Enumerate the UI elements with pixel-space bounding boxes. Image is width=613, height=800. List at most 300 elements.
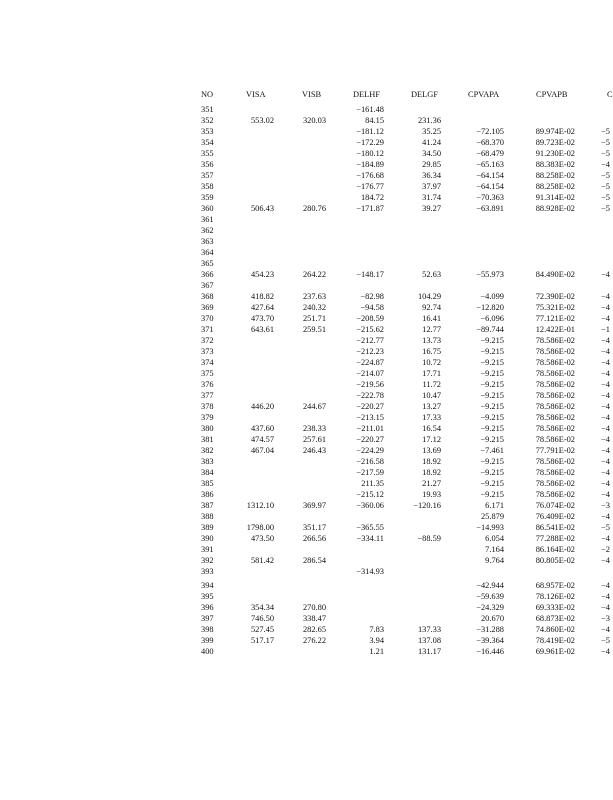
cell-c: −2	[601, 545, 610, 554]
cell-delhf: −224.29	[356, 446, 384, 455]
cell-delhf: −176.68	[356, 171, 384, 180]
cell-cpvapa: −9.215	[480, 435, 504, 444]
cell-delgf: 13.73	[422, 336, 441, 345]
cell-c: −5	[601, 171, 610, 180]
cell-c: −5	[601, 636, 610, 645]
cell-no: 358	[201, 182, 214, 191]
cell-cpvapb: 69.961E-02	[535, 647, 575, 656]
cell-cpvapa: −72.105	[476, 127, 504, 136]
cell-cpvapa: −9.215	[480, 347, 504, 356]
cell-cpvapa: −70.363	[476, 193, 504, 202]
table-row	[0, 423, 612, 434]
cell-no: 354	[201, 138, 214, 147]
cell-delgf: 29.85	[422, 160, 441, 169]
cell-delhf: 7.83	[369, 625, 384, 634]
cell-visa: 527.45	[250, 625, 274, 634]
cell-visb: 351.17	[302, 523, 326, 532]
cell-cpvapa: −16.446	[476, 647, 504, 656]
cell-no: 376	[201, 380, 214, 389]
cell-cpvapa: −64.154	[476, 171, 504, 180]
cell-delgf: 31.74	[422, 193, 441, 202]
cell-cpvapa: −9.215	[480, 457, 504, 466]
cell-delgf: 131.17	[417, 647, 441, 656]
table-row	[0, 379, 612, 390]
cell-visa: 474.57	[250, 435, 274, 444]
cell-delhf: −94.58	[360, 303, 384, 312]
table-row	[0, 635, 612, 646]
cell-cpvapa: −39.364	[476, 636, 504, 645]
cell-delgf: 19.93	[422, 490, 441, 499]
cell-cpvapb: 78.586E-02	[535, 336, 575, 345]
cell-no: 374	[201, 358, 214, 367]
cell-delgf: 18.92	[422, 468, 441, 477]
cell-cpvapb: 78.586E-02	[535, 490, 575, 499]
cell-visb: 244.67	[302, 402, 326, 411]
table-row	[0, 412, 612, 423]
cell-cpvapb: 72.390E-02	[535, 292, 575, 301]
table-row	[0, 357, 612, 368]
cell-no: 366	[201, 270, 214, 279]
cell-cpvapa: −9.215	[480, 490, 504, 499]
cell-c: −4	[601, 625, 610, 634]
table-row	[0, 302, 612, 313]
cell-delhf: −184.89	[356, 160, 384, 169]
cell-c: −4	[601, 479, 610, 488]
cell-delhf: −214.07	[356, 369, 384, 378]
cell-c: −4	[601, 292, 610, 301]
cell-cpvapa: −9.215	[480, 413, 504, 422]
cell-cpvapb: 77.121E-02	[535, 314, 575, 323]
table-row	[0, 522, 612, 533]
cell-visb: 282.65	[302, 625, 326, 634]
cell-no: 359	[201, 193, 214, 202]
cell-visa: 467.04	[250, 446, 274, 455]
cell-cpvapb: 89.974E-02	[535, 127, 575, 136]
cell-no: 381	[201, 435, 214, 444]
table-row	[0, 214, 612, 225]
column-header-cpvapa: CPVAPA	[468, 90, 500, 99]
cell-cpvapb: 68.957E-02	[535, 581, 575, 590]
cell-visa: 473.70	[250, 314, 274, 323]
cell-no: 356	[201, 160, 214, 169]
table-row	[0, 401, 612, 412]
cell-cpvapb: 12.422E-01	[535, 325, 575, 334]
cell-c: −4	[601, 512, 610, 521]
cell-no: 352	[201, 116, 214, 125]
cell-c: −4	[601, 581, 610, 590]
column-header-c: C	[607, 90, 613, 99]
table-row	[0, 104, 612, 115]
cell-visa: 643.61	[250, 325, 274, 334]
cell-cpvapa: −24.329	[476, 603, 504, 612]
cell-cpvapa: −9.215	[480, 479, 504, 488]
cell-visb: 257.61	[302, 435, 326, 444]
column-header-visa: VISA	[246, 90, 266, 99]
cell-cpvapb: 86.164E-02	[535, 545, 575, 554]
table-row	[0, 115, 612, 126]
cell-cpvapb: 78.586E-02	[535, 468, 575, 477]
cell-delhf: −219.56	[356, 380, 384, 389]
cell-delhf: −365.55	[356, 523, 384, 532]
cell-cpvapa: −4.099	[480, 292, 504, 301]
cell-cpvapa: −31.288	[476, 625, 504, 634]
cell-delhf: −171.87	[356, 204, 384, 213]
cell-c: −4	[601, 647, 610, 656]
cell-delhf: 84.15	[365, 116, 384, 125]
cell-cpvapa: −68.479	[476, 149, 504, 158]
cell-c: −4	[601, 457, 610, 466]
cell-c: −4	[601, 270, 610, 279]
cell-c: −4	[601, 534, 610, 543]
cell-cpvapa: −63.891	[476, 204, 504, 213]
cell-delhf: −220.27	[356, 435, 384, 444]
cell-no: 360	[201, 204, 214, 213]
cell-no: 398	[201, 625, 214, 634]
cell-delhf: 211.35	[361, 479, 384, 488]
table-row	[0, 646, 612, 657]
table-row	[0, 456, 612, 467]
cell-delgf: 37.97	[422, 182, 441, 191]
cell-no: 391	[201, 545, 214, 554]
cell-c: −5	[601, 193, 610, 202]
cell-delhf: −217.59	[356, 468, 384, 477]
cell-cpvapb: 88.258E-02	[535, 182, 575, 191]
table-row	[0, 170, 612, 181]
cell-c: −4	[601, 413, 610, 422]
cell-visa: 418.82	[250, 292, 274, 301]
cell-visa: 454.23	[250, 270, 274, 279]
table-row	[0, 368, 612, 379]
table-row	[0, 148, 612, 159]
table-row	[0, 192, 612, 203]
cell-cpvapb: 88.383E-02	[535, 160, 575, 169]
cell-cpvapa: 7.164	[485, 545, 504, 554]
table-row	[0, 566, 612, 577]
cell-visb: 240.32	[302, 303, 326, 312]
cell-c: −1	[601, 325, 610, 334]
cell-delgf: −120.16	[413, 501, 441, 510]
cell-visb: 369.97	[302, 501, 326, 510]
table-row	[0, 500, 612, 511]
cell-no: 368	[201, 292, 214, 301]
cell-cpvapa: −59.639	[476, 592, 504, 601]
cell-cpvapa: −64.154	[476, 182, 504, 191]
cell-delhf: −181.12	[356, 127, 384, 136]
table-row	[0, 181, 612, 192]
table-row	[0, 511, 612, 522]
table-row	[0, 335, 612, 346]
table-row	[0, 478, 612, 489]
cell-no: 357	[201, 171, 214, 180]
cell-c: −4	[601, 336, 610, 345]
cell-cpvapa: −9.215	[480, 468, 504, 477]
table-row	[0, 445, 612, 456]
cell-visb: 251.71	[302, 314, 326, 323]
cell-delgf: 104.29	[417, 292, 441, 301]
cell-visa: 1798.00	[246, 523, 274, 532]
cell-cpvapa: −9.215	[480, 369, 504, 378]
cell-delhf: −224.87	[356, 358, 384, 367]
cell-no: 393	[201, 567, 214, 576]
table-row	[0, 137, 612, 148]
cell-cpvapa: −9.215	[480, 402, 504, 411]
column-header-visb: VISB	[302, 90, 322, 99]
cell-cpvapb: 76.074E-02	[535, 501, 575, 510]
table-row	[0, 346, 612, 357]
cell-no: 369	[201, 303, 214, 312]
cell-delhf: −360.06	[356, 501, 384, 510]
cell-cpvapa: 25.879	[480, 512, 504, 521]
cell-cpvapb: 78.586E-02	[535, 358, 575, 367]
cell-c: −4	[601, 314, 610, 323]
cell-delhf: −220.27	[356, 402, 384, 411]
cell-delhf: −180.12	[356, 149, 384, 158]
cell-visb: 264.22	[302, 270, 326, 279]
cell-cpvapa: 20.670	[480, 614, 504, 623]
cell-visa: 517.17	[250, 636, 274, 645]
cell-delgf: 36.34	[422, 171, 441, 180]
cell-no: 400	[201, 647, 214, 656]
cell-visb: 270.80	[302, 603, 326, 612]
cell-cpvapb: 91.314E-02	[535, 193, 575, 202]
cell-delgf: 18.92	[422, 457, 441, 466]
table-row	[0, 544, 612, 555]
cell-delgf: 12.77	[422, 325, 441, 334]
cell-delhf: −208.59	[356, 314, 384, 323]
cell-c: −4	[601, 369, 610, 378]
table-row	[0, 291, 612, 302]
cell-no: 351	[201, 105, 214, 114]
table-row	[0, 624, 612, 635]
cell-cpvapb: 78.419E-02	[535, 636, 575, 645]
cell-delhf: −334.11	[356, 534, 384, 543]
cell-delgf: 35.25	[422, 127, 441, 136]
cell-no: 372	[201, 336, 214, 345]
cell-cpvapb: 78.586E-02	[535, 479, 575, 488]
table-row	[0, 280, 612, 291]
table-row	[0, 269, 612, 280]
cell-visa: 427.64	[250, 303, 274, 312]
cell-c: −4	[601, 490, 610, 499]
cell-delgf: 17.33	[422, 413, 441, 422]
cell-delgf: 52.63	[422, 270, 441, 279]
cell-visa: 1312.10	[246, 501, 274, 510]
column-header-cpvapb: CPVAPB	[536, 90, 568, 99]
cell-no: 375	[201, 369, 214, 378]
cell-no: 371	[201, 325, 214, 334]
cell-delhf: −148.17	[356, 270, 384, 279]
cell-cpvapa: 9.764	[485, 556, 504, 565]
cell-visa: 437.60	[250, 424, 274, 433]
cell-c: −4	[601, 391, 610, 400]
cell-no: 387	[201, 501, 214, 510]
cell-no: 392	[201, 556, 214, 565]
cell-no: 384	[201, 468, 214, 477]
cell-cpvapb: 78.126E-02	[535, 592, 575, 601]
cell-cpvapb: 76.409E-02	[535, 512, 575, 521]
cell-c: −3	[601, 614, 610, 623]
cell-visa: 581.42	[250, 556, 274, 565]
cell-c: −4	[601, 556, 610, 565]
cell-delgf: 137.08	[417, 636, 441, 645]
cell-cpvapa: 6.171	[485, 501, 504, 510]
cell-no: 364	[201, 248, 214, 257]
cell-cpvapa: 6.054	[485, 534, 504, 543]
cell-delhf: −176.77	[356, 182, 384, 191]
cell-cpvapb: 78.586E-02	[535, 424, 575, 433]
cell-delgf: 16.75	[422, 347, 441, 356]
cell-cpvapb: 86.541E-02	[535, 523, 575, 532]
cell-cpvapb: 78.586E-02	[535, 380, 575, 389]
table-row	[0, 467, 612, 478]
cell-delgf: −88.59	[417, 534, 441, 543]
cell-delhf: −82.98	[360, 292, 384, 301]
cell-visb: 237.63	[302, 292, 326, 301]
cell-no: 363	[201, 237, 214, 246]
column-header-no: NO	[201, 90, 214, 99]
table-row	[0, 555, 612, 566]
column-header-delhf: DELHF	[353, 90, 380, 99]
cell-no: 379	[201, 413, 214, 422]
cell-delgf: 92.74	[422, 303, 441, 312]
cell-cpvapb: 75.321E-02	[535, 303, 575, 312]
cell-cpvapb: 74.860E-02	[535, 625, 575, 634]
cell-visb: 320.03	[302, 116, 326, 125]
cell-c: −4	[601, 603, 610, 612]
cell-delgf: 16.54	[422, 424, 441, 433]
cell-delgf: 13.69	[422, 446, 441, 455]
cell-delgf: 41.24	[422, 138, 441, 147]
cell-c: −4	[601, 347, 610, 356]
table-row	[0, 236, 612, 247]
cell-delhf: −211.01	[356, 424, 384, 433]
cell-cpvapb: 77.288E-02	[535, 534, 575, 543]
cell-cpvapb: 78.586E-02	[535, 391, 575, 400]
cell-visa: 473.50	[250, 534, 274, 543]
cell-cpvapb: 78.586E-02	[535, 347, 575, 356]
cell-no: 389	[201, 523, 214, 532]
cell-visb: 280.76	[302, 204, 326, 213]
table-row	[0, 126, 612, 137]
table-row	[0, 324, 612, 335]
cell-no: 390	[201, 534, 214, 543]
cell-c: −4	[601, 160, 610, 169]
cell-cpvapa: −9.215	[480, 424, 504, 433]
cell-c: −3	[601, 501, 610, 510]
cell-cpvapb: 89.723E-02	[535, 138, 575, 147]
cell-no: 383	[201, 457, 214, 466]
cell-c: −4	[601, 402, 610, 411]
table-row	[0, 613, 612, 624]
cell-c: −4	[601, 592, 610, 601]
cell-cpvapb: 69.333E-02	[535, 603, 575, 612]
cell-delhf: 184.72	[360, 193, 384, 202]
cell-cpvapa: −89.744	[476, 325, 504, 334]
cell-delhf: −215.12	[356, 490, 384, 499]
cell-cpvapb: 78.586E-02	[535, 369, 575, 378]
cell-cpvapb: 84.490E-02	[535, 270, 575, 279]
cell-delgf: 39.27	[422, 204, 441, 213]
cell-cpvapa: −12.820	[476, 303, 504, 312]
cell-no: 361	[201, 215, 214, 224]
cell-c: −5	[601, 523, 610, 532]
cell-delgf: 17.71	[422, 369, 441, 378]
cell-cpvapa: −6.096	[480, 314, 504, 323]
table-row	[0, 390, 612, 401]
cell-visb: 246.43	[302, 446, 326, 455]
cell-visb: 259.51	[302, 325, 326, 334]
cell-visb: 238.33	[302, 424, 326, 433]
cell-no: 370	[201, 314, 214, 323]
cell-no: 388	[201, 512, 214, 521]
cell-delgf: 231.36	[417, 116, 441, 125]
cell-delhf: −216.58	[356, 457, 384, 466]
cell-cpvapb: 78.586E-02	[535, 402, 575, 411]
cell-no: 377	[201, 391, 214, 400]
cell-c: −5	[601, 127, 610, 136]
cell-delhf: −161.48	[356, 105, 384, 114]
cell-no: 382	[201, 446, 214, 455]
cell-cpvapb: 80.805E-02	[535, 556, 575, 565]
table-row	[0, 313, 612, 324]
cell-no: 365	[201, 259, 214, 268]
cell-no: 395	[201, 592, 214, 601]
cell-delgf: 17.12	[422, 435, 441, 444]
cell-no: 385	[201, 479, 214, 488]
cell-no: 362	[201, 226, 214, 235]
cell-cpvapa: −9.215	[480, 336, 504, 345]
cell-no: 394	[201, 581, 214, 590]
cell-cpvapa: −68.370	[476, 138, 504, 147]
table-row	[0, 580, 612, 591]
cell-c: −5	[601, 149, 610, 158]
table-row	[0, 258, 612, 269]
cell-c: −4	[601, 446, 610, 455]
cell-visb: 286.54	[302, 556, 326, 565]
cell-visb: 276.22	[302, 636, 326, 645]
cell-c: −5	[601, 138, 610, 147]
cell-delgf: 34.50	[422, 149, 441, 158]
cell-delgf: 21.27	[422, 479, 441, 488]
cell-no: 397	[201, 614, 214, 623]
cell-delgf: 10.47	[422, 391, 441, 400]
cell-cpvapa: −9.215	[480, 380, 504, 389]
cell-no: 367	[201, 281, 214, 290]
table-row	[0, 602, 612, 613]
cell-no: 353	[201, 127, 214, 136]
cell-delgf: 10.72	[422, 358, 441, 367]
cell-cpvapb: 78.586E-02	[535, 413, 575, 422]
cell-delgf: 11.72	[422, 380, 441, 389]
cell-delgf: 13.27	[422, 402, 441, 411]
cell-cpvapa: −42.944	[476, 581, 504, 590]
cell-delgf: 16.41	[422, 314, 441, 323]
cell-c: −5	[601, 182, 610, 191]
cell-cpvapb: 91.230E-02	[535, 149, 575, 158]
cell-c: −4	[601, 435, 610, 444]
table-row	[0, 247, 612, 258]
cell-visa: 506.43	[250, 204, 274, 213]
cell-cpvapb: 78.586E-02	[535, 457, 575, 466]
cell-cpvapb: 77.791E-02	[535, 446, 575, 455]
cell-cpvapb: 68.873E-02	[535, 614, 575, 623]
cell-visb: 338.47	[302, 614, 326, 623]
cell-no: 378	[201, 402, 214, 411]
cell-no: 399	[201, 636, 214, 645]
cell-visb: 266.56	[302, 534, 326, 543]
cell-visa: 553.02	[250, 116, 274, 125]
cell-delhf: −314.93	[356, 567, 384, 576]
